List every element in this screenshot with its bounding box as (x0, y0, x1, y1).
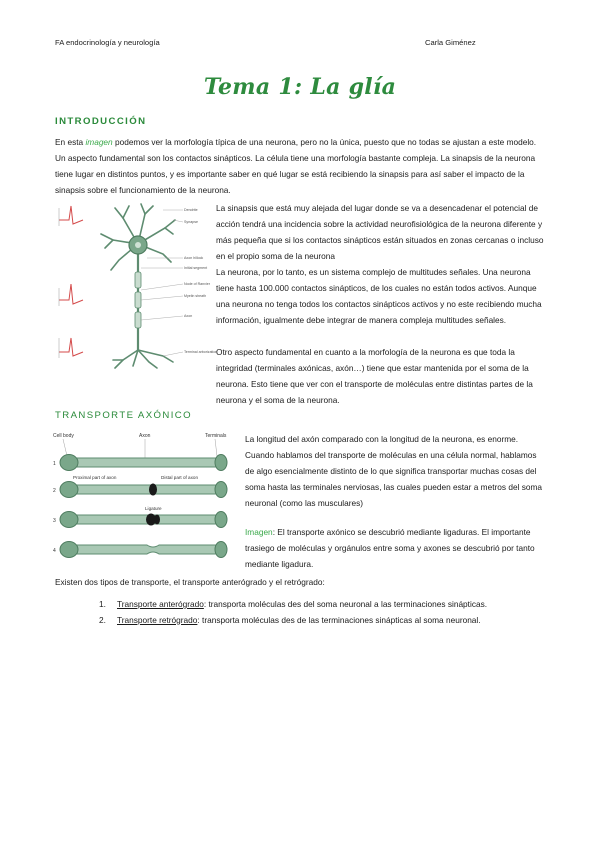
neuron-label: Axon hillock (184, 256, 204, 260)
neuron-label: Synapse (184, 220, 198, 224)
fig-label-axon: Axon (139, 433, 151, 439)
neuron-label: Terminal arborization (184, 350, 218, 354)
ligature-figure (53, 430, 243, 574)
neuron-figure (53, 200, 218, 372)
transport-paragraph-2 (245, 525, 545, 573)
fig-row-number: 3 (53, 518, 56, 524)
axon-row-1 (60, 455, 227, 471)
list-number: 1. (99, 599, 106, 609)
intro-image-link[interactable]: imagen (85, 137, 113, 147)
transport-paragraph-1: La longitud del axón comparado con la longitud de la neurona, es enorme. Cuando hablamos del transporte de moléculas en una célula normal, hablamos de algo esencialmente distinto de lo que significa transportar muchas cosas del soma hasta las terminales nerviosas, las cuales pueden estar a metros del soma neuronal (como las musculares) (245, 434, 542, 508)
neuron-label: Dendrite (184, 208, 198, 212)
fig-label-distal: Distal part of axon (161, 475, 199, 480)
intro-text-post: podemos ver la morfología típica de una neurona, pero no la única, puesto que no todas se ajustan a este modelo. Un aspecto fundamental son los contactos sinápticos. La célula tiene una morfología bastante compleja. La sinapsis de la neurona tiene lugar en distintos puntos, y es importante saber en qué lugar se está recibiendo la sinapsis para así saber el impacto de la sinapsis sobre el funcionamiento de la neurona. (55, 137, 537, 195)
transport-text: : El transporte axónico se descubrió mediante ligaduras. El importante trasiego de moléculas y orgánulos entre soma y axones se descubrió por tanto mediante ligadura. (245, 527, 535, 569)
header-course: FA endocrinología y neurología (55, 38, 160, 47)
neuron-label: Initial segment (184, 266, 208, 270)
neuron-label: Node of Ranvier (184, 282, 210, 286)
fig-row-number: 2 (53, 488, 56, 494)
intro-text-pre: En esta (55, 137, 86, 147)
neuron-label: Myelin sheath (184, 294, 207, 298)
list-desc: : transporta moléculas des de las terminaciones sinápticas al soma neuronal. (197, 614, 481, 625)
intro-paragraph-2: La sinapsis que está muy alejada del lugar donde se va a desencadenar el potencial de acción tendrá una incidencia sobre la actividad neurofisiológica de la neurona diferente y más pequeña que si los contactos sinápticos están situados en zonas cercanas o incluso en el propio soma de la neurona (216, 203, 544, 261)
intro-paragraph-4: Otro aspecto fundamental en cuanto a la morfología de la neurona es que toda la integridad (terminales axónicas, axón…) tiene que estar mantenida por el soma de la neurona. Esto tiene que ver con el transporte de moléculas entre distintas partes de la neurona y el soma de la neurona. (216, 347, 533, 405)
list-term: Transporte anterógrado (117, 599, 204, 609)
list-desc: : transporta moléculas des del soma neuronal a las terminaciones sinápticas. (203, 599, 488, 609)
intro-paragraph-1 (55, 135, 547, 199)
list-item (99, 613, 549, 629)
page-title: Tema 1: La glía (203, 74, 397, 100)
list-item (99, 597, 549, 613)
transport-summary: Existen dos tipos de transporte, el transporte anterógrado y el retrógrado: (55, 577, 325, 587)
fig-row-number: 1 (53, 461, 56, 467)
list-term: Transporte retrógrado (117, 614, 198, 625)
header-author: Carla Giménez (425, 38, 476, 47)
fig-label-cell-body: Cell body (53, 433, 74, 439)
fig-row-number: 4 (53, 548, 56, 554)
fig-label-terminals: Terminals (205, 433, 227, 439)
transport-heading: TRANSPORTE AXÓNICO (55, 410, 192, 421)
list-number: 2. (99, 614, 106, 625)
transport-image-link[interactable]: Imagen (245, 527, 273, 537)
fig-label-ligature: Ligature (145, 506, 162, 511)
intro-paragraph-3: La neurona, por lo tanto, es un sistema complejo de multitudes señales. Una neurona tiene hasta 100.000 contactos sinápticos, de los cuales no están todos activos. Aunque una neurona no tenga todos los contactos sinápticos activos y no este recibiendo mucha información, igualmente debe integrar de manera compleja multitudes señales. (216, 267, 542, 325)
intro-heading: INTRODUCCIÓN (55, 116, 147, 127)
fig-label-proximal: Proximal part of axon (73, 475, 117, 480)
neuron-label: Axon (184, 314, 193, 318)
transport-list (99, 597, 549, 628)
